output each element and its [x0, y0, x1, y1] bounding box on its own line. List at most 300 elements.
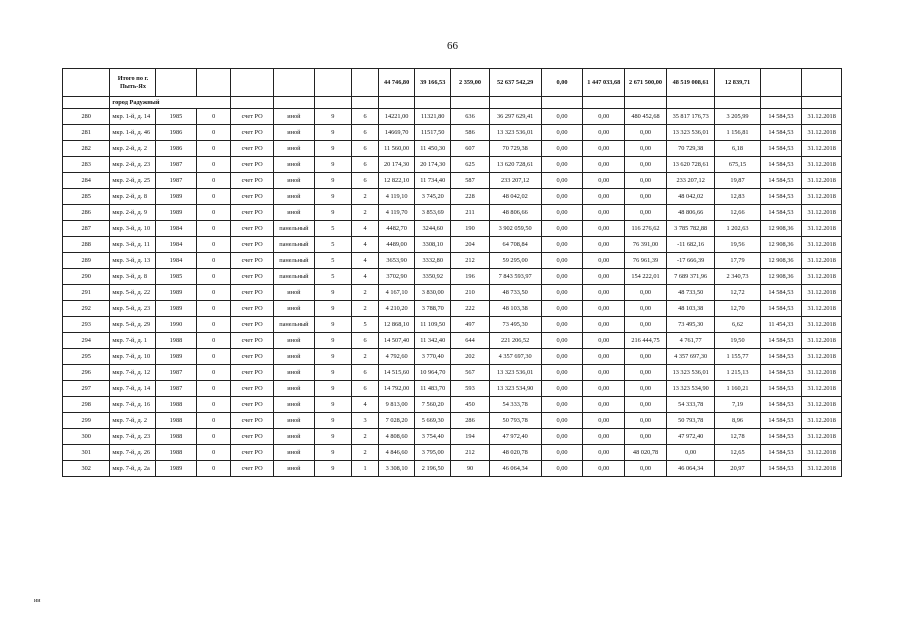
section-row	[63, 97, 842, 109]
cell-fl: 9	[314, 157, 351, 173]
cell-fl: 9	[314, 397, 351, 413]
cell-type: иной	[274, 157, 315, 173]
cell-ent: 6	[351, 141, 378, 157]
cell-type: иной	[274, 397, 315, 413]
cell-n: 282	[63, 141, 110, 157]
table-row	[63, 141, 842, 157]
cell-date: 31.12.2018	[802, 285, 842, 301]
cell-ent: 1	[351, 461, 378, 477]
cell-a1: 3653,90	[379, 253, 415, 269]
cell-c5: 1 160,21	[715, 381, 760, 397]
cell-c4: 54 333,78	[666, 397, 715, 413]
cell-ent: 6	[351, 157, 378, 173]
cell-addr: мкр. 7-й, д. 16	[110, 397, 155, 413]
cell-c3: 0,00	[625, 157, 667, 173]
cell-fund: счет РО	[231, 189, 274, 205]
cell-a2: 5 669,30	[415, 413, 451, 429]
cell-fl: 9	[314, 333, 351, 349]
cell-c4: 35 817 176,73	[666, 109, 715, 125]
cell-c6: 12 908,36	[760, 221, 802, 237]
cell-c3: 48 020,78	[625, 445, 667, 461]
cell-res: 212	[451, 445, 489, 461]
cell-cost: 13 323 536,01	[489, 365, 541, 381]
cell-c4: -11 682,16	[666, 237, 715, 253]
cell-a2: 3 788,70	[415, 301, 451, 317]
table-row	[63, 397, 842, 413]
cell-addr: мкр. 7-й, д. 14	[110, 381, 155, 397]
cell-type: иной	[274, 381, 315, 397]
cell-res: 450	[451, 397, 489, 413]
cell-a1: 4 210,20	[379, 301, 415, 317]
cell-c3: 154 222,01	[625, 269, 667, 285]
cell-n: 280	[63, 109, 110, 125]
cell-year: 1987	[155, 381, 197, 397]
cell-c6: 14 584,53	[760, 157, 802, 173]
cell-ent: 2	[351, 429, 378, 445]
cell-ent: 2	[351, 205, 378, 221]
cell-year: 1988	[155, 397, 197, 413]
cell-cost: 48 103,38	[489, 301, 541, 317]
cell-n: 289	[63, 253, 110, 269]
cell-c6: 12 908,36	[760, 253, 802, 269]
cell-c2: 0,00	[583, 285, 625, 301]
cell-rep: 0	[197, 413, 231, 429]
cell-fund: счет РО	[231, 237, 274, 253]
total-residents: 2 359,00	[451, 69, 489, 97]
table-row	[63, 301, 842, 317]
cell-c2: 0,00	[583, 221, 625, 237]
cell-type: иной	[274, 429, 315, 445]
cell-c5: 6,62	[715, 317, 760, 333]
cell-year: 1986	[155, 125, 197, 141]
cell-year: 1986	[155, 141, 197, 157]
cell-a1: 14221,00	[379, 109, 415, 125]
cell-c4: 47 972,40	[666, 429, 715, 445]
cell-c5: 675,15	[715, 157, 760, 173]
cell-c2: 0,00	[583, 413, 625, 429]
cell-res: 497	[451, 317, 489, 333]
cell-c6: 14 584,53	[760, 461, 802, 477]
cell-type: иной	[274, 349, 315, 365]
cell-rep: 0	[197, 429, 231, 445]
cell-c2: 0,00	[583, 381, 625, 397]
cell-fund: счет РО	[231, 397, 274, 413]
cell-c3: 0,00	[625, 349, 667, 365]
cell-a1: 7 028,20	[379, 413, 415, 429]
cell-c4: 4 357 697,30	[666, 349, 715, 365]
cell-rep: 0	[197, 349, 231, 365]
cell-cost: 221 206,52	[489, 333, 541, 349]
cell-rep: 0	[197, 109, 231, 125]
cell-c1: 0,00	[541, 125, 583, 141]
cell-date: 31.12.2018	[802, 365, 842, 381]
table-row	[63, 413, 842, 429]
cell-c2: 0,00	[583, 237, 625, 253]
cell-date: 31.12.2018	[802, 397, 842, 413]
cell-c4: 7 689 371,96	[666, 269, 715, 285]
cell-res: 190	[451, 221, 489, 237]
cell-fl: 9	[314, 461, 351, 477]
cell-c6: 14 584,53	[760, 349, 802, 365]
cell-c5: 12,66	[715, 205, 760, 221]
cell-res: 625	[451, 157, 489, 173]
cell-ent: 4	[351, 269, 378, 285]
cell-c3: 0,00	[625, 173, 667, 189]
cell-a2: 20 174,30	[415, 157, 451, 173]
cell-c5: 2 340,73	[715, 269, 760, 285]
table-row	[63, 461, 842, 477]
cell-fund: счет РО	[231, 333, 274, 349]
cell-a2: 3 795,00	[415, 445, 451, 461]
cell-c5: 12,65	[715, 445, 760, 461]
table-row	[63, 445, 842, 461]
cell-c1: 0,00	[541, 333, 583, 349]
cell-addr: мкр. 3-й, д. 8	[110, 269, 155, 285]
cell-res: 286	[451, 413, 489, 429]
cell-fl: 9	[314, 365, 351, 381]
cell-c2: 0,00	[583, 317, 625, 333]
cell-a1: 4 792,60	[379, 349, 415, 365]
cell-addr: мкр. 7-й, д. 10	[110, 349, 155, 365]
cell-type: панельный	[274, 221, 315, 237]
cell-c2: 0,00	[583, 349, 625, 365]
cell-c1: 0,00	[541, 189, 583, 205]
table-row	[63, 269, 842, 285]
cell-a2: 7 560,20	[415, 397, 451, 413]
cell-c1: 0,00	[541, 317, 583, 333]
cell-c3: 0,00	[625, 381, 667, 397]
cell-c5: 19,87	[715, 173, 760, 189]
cell-date: 31.12.2018	[802, 333, 842, 349]
cell-cost: 54 333,78	[489, 397, 541, 413]
cell-c4: 13 323 534,90	[666, 381, 715, 397]
cell-c5: 12,78	[715, 429, 760, 445]
cell-fl: 9	[314, 349, 351, 365]
cell-c1: 0,00	[541, 397, 583, 413]
cell-fl: 9	[314, 125, 351, 141]
cell-year: 1989	[155, 349, 197, 365]
cell-type: иной	[274, 301, 315, 317]
cell-c3: 0,00	[625, 365, 667, 381]
cell-c2: 0,00	[583, 365, 625, 381]
table-row	[63, 237, 842, 253]
cell-type: иной	[274, 413, 315, 429]
cell-n: 294	[63, 333, 110, 349]
cell-c5: 1 202,63	[715, 221, 760, 237]
cell-c1: 0,00	[541, 429, 583, 445]
cell-cost: 3 902 059,50	[489, 221, 541, 237]
cell-a2: 11 483,70	[415, 381, 451, 397]
cell-type: иной	[274, 141, 315, 157]
cell-rep: 0	[197, 381, 231, 397]
cell-a2: 11517,50	[415, 125, 451, 141]
cell-res: 90	[451, 461, 489, 477]
cell-c3: 0,00	[625, 301, 667, 317]
cell-c6: 14 584,53	[760, 125, 802, 141]
cell-ent: 6	[351, 109, 378, 125]
cell-c2: 0,00	[583, 157, 625, 173]
cell-a2: 11 734,40	[415, 173, 451, 189]
cell-cost: 48 020,78	[489, 445, 541, 461]
cell-rep: 0	[197, 317, 231, 333]
cell-res: 212	[451, 253, 489, 269]
cell-a2: 3244,60	[415, 221, 451, 237]
cell-a2: 2 196,50	[415, 461, 451, 477]
cell-date: 31.12.2018	[802, 445, 842, 461]
cell-date: 31.12.2018	[802, 205, 842, 221]
cell-date: 31.12.2018	[802, 317, 842, 333]
cell-ent: 6	[351, 125, 378, 141]
cell-res: 222	[451, 301, 489, 317]
cell-c6: 14 584,53	[760, 173, 802, 189]
cell-c2: 0,00	[583, 461, 625, 477]
cell-date: 31.12.2018	[802, 157, 842, 173]
cell-c5: 12,70	[715, 301, 760, 317]
cell-addr: мкр. 2-й, д. 8	[110, 189, 155, 205]
cell-rep: 0	[197, 397, 231, 413]
total-c1: 0,00	[541, 69, 583, 97]
cell-c3: 76 391,00	[625, 237, 667, 253]
cell-c3: 0,00	[625, 141, 667, 157]
cell-date: 31.12.2018	[802, 349, 842, 365]
cell-c6: 12 908,36	[760, 269, 802, 285]
cell-res: 644	[451, 333, 489, 349]
table-row	[63, 285, 842, 301]
cell-ent: 2	[351, 301, 378, 317]
cell-ent: 2	[351, 349, 378, 365]
table-row	[63, 205, 842, 221]
cell-c6: 12 908,36	[760, 237, 802, 253]
cell-c2: 0,00	[583, 333, 625, 349]
cell-a1: 4482,70	[379, 221, 415, 237]
cell-a1: 14 515,60	[379, 365, 415, 381]
cell-fund: счет РО	[231, 173, 274, 189]
cell-c3: 480 452,68	[625, 109, 667, 125]
cell-fund: счет РО	[231, 445, 274, 461]
cell-year: 1989	[155, 461, 197, 477]
cell-cost: 48 733,50	[489, 285, 541, 301]
table-row	[63, 221, 842, 237]
cell-c3: 0,00	[625, 429, 667, 445]
cell-c1: 0,00	[541, 237, 583, 253]
cell-a1: 4 119,10	[379, 189, 415, 205]
cell-c4: 46 064,34	[666, 461, 715, 477]
cell-fl: 9	[314, 301, 351, 317]
cell-type: иной	[274, 445, 315, 461]
cell-c5: 8,96	[715, 413, 760, 429]
cell-type: иной	[274, 285, 315, 301]
cell-cost: 64 708,84	[489, 237, 541, 253]
cell-n: 301	[63, 445, 110, 461]
cell-cost: 233 207,12	[489, 173, 541, 189]
cell-n: 302	[63, 461, 110, 477]
cell-c1: 0,00	[541, 109, 583, 125]
cell-date: 31.12.2018	[802, 253, 842, 269]
cell-addr: мкр. 2-й, д. 25	[110, 173, 155, 189]
cell-a1: 12 822,10	[379, 173, 415, 189]
cell-c6: 14 584,53	[760, 397, 802, 413]
cell-c2: 0,00	[583, 269, 625, 285]
cell-addr: мкр. 7-й, д. 23	[110, 429, 155, 445]
cell-c4: 48 103,38	[666, 301, 715, 317]
cell-n: 299	[63, 413, 110, 429]
cell-fl: 9	[314, 445, 351, 461]
cell-c2: 0,00	[583, 253, 625, 269]
cell-n: 286	[63, 205, 110, 221]
cell-fund: счет РО	[231, 125, 274, 141]
cell-fund: счет РО	[231, 349, 274, 365]
cell-c5: 12,83	[715, 189, 760, 205]
cell-n: 284	[63, 173, 110, 189]
cell-cost: 36 297 629,41	[489, 109, 541, 125]
cell-c1: 0,00	[541, 461, 583, 477]
cell-a1: 20 174,30	[379, 157, 415, 173]
cell-fund: счет РО	[231, 269, 274, 285]
cell-n: 283	[63, 157, 110, 173]
cell-ent: 4	[351, 237, 378, 253]
cell-c4: 13 323 536,01	[666, 125, 715, 141]
cell-c4: 48 042,02	[666, 189, 715, 205]
cell-c2: 0,00	[583, 445, 625, 461]
cell-c1: 0,00	[541, 253, 583, 269]
cell-c1: 0,00	[541, 205, 583, 221]
cell-a1: 11 560,00	[379, 141, 415, 157]
cell-c6: 14 584,53	[760, 413, 802, 429]
cell-n: 298	[63, 397, 110, 413]
cell-fl: 9	[314, 317, 351, 333]
cell-year: 1987	[155, 173, 197, 189]
cell-c5: 19,56	[715, 237, 760, 253]
table-row	[63, 189, 842, 205]
cell-rep: 0	[197, 125, 231, 141]
table-row	[63, 333, 842, 349]
cell-type: иной	[274, 365, 315, 381]
table-row	[63, 317, 842, 333]
table-row	[63, 253, 842, 269]
cell-date: 31.12.2018	[802, 141, 842, 157]
cell-a1: 4 167,10	[379, 285, 415, 301]
cell-c1: 0,00	[541, 157, 583, 173]
cell-rep: 0	[197, 365, 231, 381]
cell-a1: 9 813,00	[379, 397, 415, 413]
cell-c2: 0,00	[583, 205, 625, 221]
cell-c5: 1 215,13	[715, 365, 760, 381]
cell-c1: 0,00	[541, 365, 583, 381]
cell-addr: мкр. 1-й, д. 46	[110, 125, 155, 141]
cell-c3: 0,00	[625, 189, 667, 205]
cell-rep: 0	[197, 253, 231, 269]
cell-addr: мкр. 5-й, д. 29	[110, 317, 155, 333]
cell-a2: 11 450,30	[415, 141, 451, 157]
cell-res: 593	[451, 381, 489, 397]
cell-type: панельный	[274, 237, 315, 253]
cell-type: иной	[274, 189, 315, 205]
cell-rep: 0	[197, 333, 231, 349]
cell-fl: 5	[314, 269, 351, 285]
cell-n: 287	[63, 221, 110, 237]
cell-ent: 5	[351, 317, 378, 333]
cell-c3: 0,00	[625, 205, 667, 221]
cell-rep: 0	[197, 461, 231, 477]
cell-ent: 6	[351, 365, 378, 381]
cell-year: 1988	[155, 413, 197, 429]
cell-date: 31.12.2018	[802, 269, 842, 285]
cell-n: 297	[63, 381, 110, 397]
cell-c3: 0,00	[625, 125, 667, 141]
total-area2: 39 166,53	[415, 69, 451, 97]
cell-c3: 116 276,62	[625, 221, 667, 237]
cell-ent: 3	[351, 413, 378, 429]
cell-a2: 10 964,70	[415, 365, 451, 381]
cell-a1: 14669,70	[379, 125, 415, 141]
cell-year: 1988	[155, 333, 197, 349]
cell-year: 1989	[155, 205, 197, 221]
cell-c6: 14 584,53	[760, 189, 802, 205]
cell-c4: 233 207,12	[666, 173, 715, 189]
cell-ent: 6	[351, 333, 378, 349]
cell-year: 1988	[155, 445, 197, 461]
cell-c4: 3 785 782,88	[666, 221, 715, 237]
cell-ent: 2	[351, 445, 378, 461]
cell-n: 285	[63, 189, 110, 205]
cell-ent: 6	[351, 173, 378, 189]
cell-res: 194	[451, 429, 489, 445]
cell-cost: 7 843 593,97	[489, 269, 541, 285]
total-c5: 12 839,71	[715, 69, 760, 97]
cell-fl: 9	[314, 205, 351, 221]
cell-c5: 17,79	[715, 253, 760, 269]
section-title: город Радужный	[110, 97, 231, 109]
cell-addr: мкр. 3-й, д. 11	[110, 237, 155, 253]
cell-rep: 0	[197, 205, 231, 221]
cell-fund: счет РО	[231, 381, 274, 397]
cell-fl: 5	[314, 237, 351, 253]
cell-res: 228	[451, 189, 489, 205]
cell-a1: 4489,00	[379, 237, 415, 253]
cell-date: 31.12.2018	[802, 381, 842, 397]
cell-c3: 216 444,75	[625, 333, 667, 349]
cell-cost: 50 793,78	[489, 413, 541, 429]
cell-c6: 14 584,53	[760, 365, 802, 381]
cell-rep: 0	[197, 189, 231, 205]
cell-c1: 0,00	[541, 221, 583, 237]
cell-addr: мкр. 7-й, д. 26	[110, 445, 155, 461]
cell-date: 31.12.2018	[802, 173, 842, 189]
cell-rep: 0	[197, 141, 231, 157]
cell-c3: 0,00	[625, 413, 667, 429]
cell-a1: 4 808,60	[379, 429, 415, 445]
cell-c1: 0,00	[541, 381, 583, 397]
cell-cost: 59 295,00	[489, 253, 541, 269]
cell-fund: счет РО	[231, 109, 274, 125]
cell-a2: 3332,80	[415, 253, 451, 269]
cell-fund: счет РО	[231, 205, 274, 221]
cell-n: 296	[63, 365, 110, 381]
cell-n: 293	[63, 317, 110, 333]
cell-res: 196	[451, 269, 489, 285]
cell-n: 300	[63, 429, 110, 445]
cell-c4: 70 729,38	[666, 141, 715, 157]
cell-a2: 11 342,40	[415, 333, 451, 349]
cell-cost: 70 729,38	[489, 141, 541, 157]
cell-cost: 13 323 536,01	[489, 125, 541, 141]
cell-c2: 0,00	[583, 125, 625, 141]
cell-c6: 14 584,53	[760, 381, 802, 397]
cell-date: 31.12.2018	[802, 301, 842, 317]
cell-fl: 9	[314, 173, 351, 189]
cell-c5: 6,18	[715, 141, 760, 157]
housing-register-table	[62, 68, 842, 477]
